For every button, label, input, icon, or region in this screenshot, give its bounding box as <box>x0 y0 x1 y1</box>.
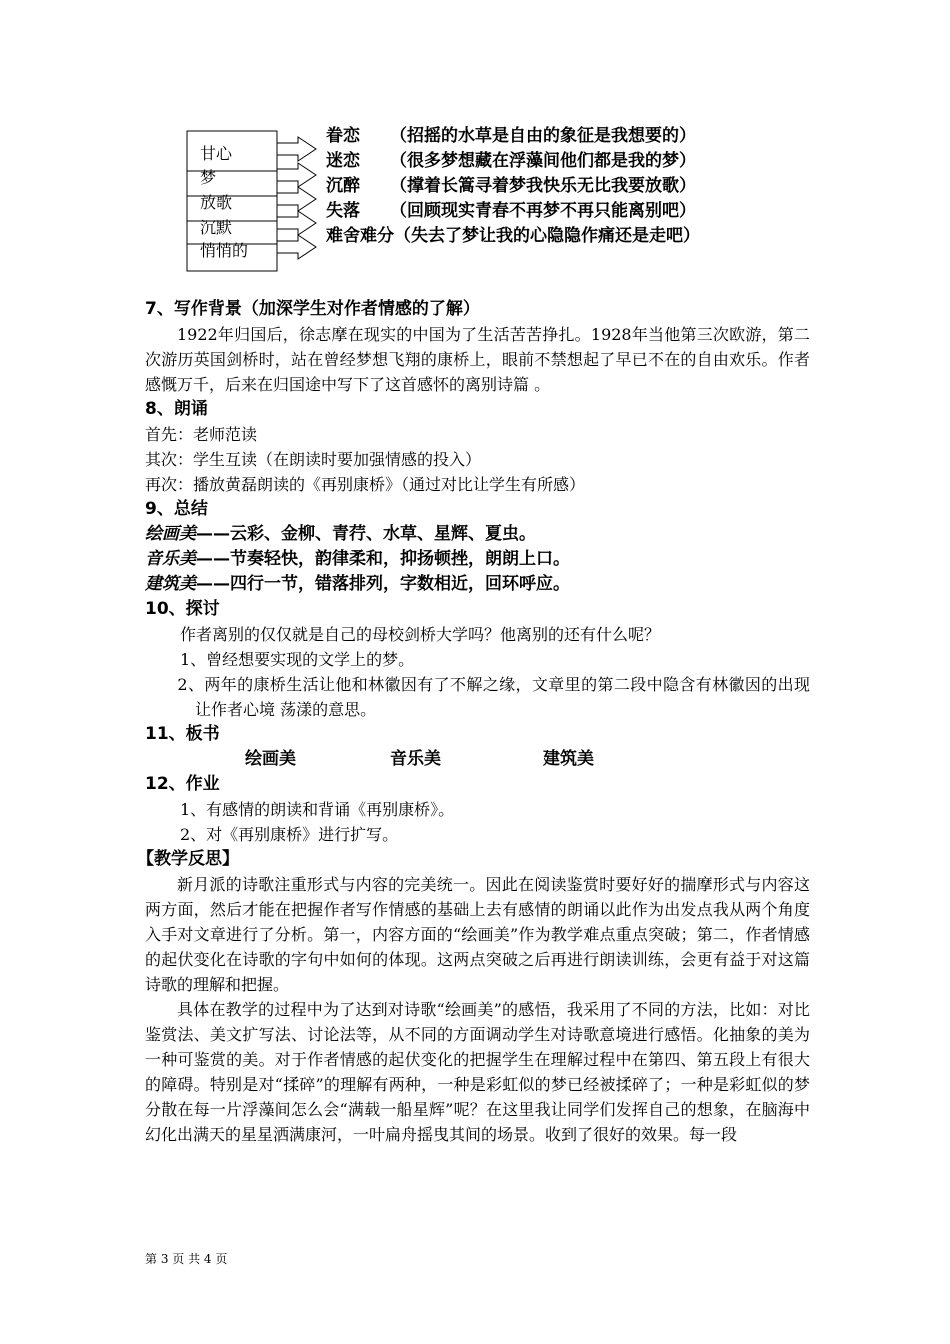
discussion-answer: 2、两年的康桥生活让他和林徽因有了不解之缘，文章里的第二段中隐含有林徽因的出现让作者心境 荡漾的意思。 <box>177 675 810 719</box>
reading-step: 其次：学生互读（在朗读时要加强情感的投入） <box>145 450 482 469</box>
reflection-paragraph: 具体在教学的过程中为了达到对诗歌“绘画美”的感悟，我采用了不同的方法，比如：对比鉴赏法、美文扩写法、讨论法等，从不同的方面调动学生对诗歌意境进行感悟。化抽象的美为一种可鉴赏的美。对于作者情感的起伏变化的把握学生在理解过程中在第四、第五段上有很大的障碍。特别是对“揉碎”的理解有两种，一种是彩虹似的梦已经被揉碎了；一种是彩虹似的梦分散在每一片浮藻间怎么会“满载一船星辉”呢？在这里我让同学们发挥自己的想象，在脑海中幻化出满天的星星洒满康河，一叶扁舟摇曳其间的场景。收到了很好的效果。每一段 <box>145 1000 810 1144</box>
diagram-label: 放歌 <box>200 193 233 212</box>
section-heading: 12、作业 <box>145 774 220 794</box>
arrow-shape <box>277 211 316 235</box>
background-paragraph: 1922年归国后，徐志摩在现实的中国为了生活苦苦挣扎。1928年当他第三次欧游，第二次游历英国剑桥时，站在曾经梦想飞翔的康桥上，眼前不禁想起了早已不在的自由欢乐。作者感慨万千，后来在归国途中写下了这首感怀的离别诗篇 。 <box>145 325 810 394</box>
diagram-label: 梦 <box>200 168 217 187</box>
main-content <box>137 297 810 1147</box>
summary-item: 建筑美——四行一节，错落排列，字数相近，回环呼应。 <box>145 574 570 594</box>
diagram-row: 迷恋 （很多梦想藏在浮藻间他们都是我的梦） <box>326 151 696 171</box>
homework-item: 2、对《再别康桥》进行扩写。 <box>180 825 399 844</box>
diagram-label: 沉默 <box>200 218 233 237</box>
reflection-paragraph: 新月派的诗歌注重形式与内容的完美统一。因此在阅读鉴赏时要好好的揣摩形式与内容这两方面，然后才能在把握作者写作情感的基础上去有感情的朗诵以此作为出发点我从两个角度入手对文章进行了分析。第一，内容方面的“绘画美”作为教学难点重点突破；第二，作者情感的起伏变化在诗歌的字句中如何的体现。这两点突破之后再进行朗读训练，会更有益于对这篇诗歌的理解和把握。 <box>145 875 810 994</box>
arrow-shape <box>277 235 316 259</box>
reading-step: 再次：播放黄磊朗读的《再别康桥》（通过对比让学生有所感） <box>145 475 586 494</box>
arrow-shape <box>277 163 316 187</box>
board-item: 音乐美 <box>390 749 441 769</box>
section-heading: 10、探讨 <box>145 599 220 619</box>
reading-step: 首先：老师范读 <box>145 425 258 444</box>
blackboard-items <box>145 747 810 772</box>
section-heading: 11、板书 <box>145 724 220 744</box>
diagram-row: 失落 （回顾现实青春不再梦不再只能离别吧） <box>326 201 696 221</box>
homework-item: 1、有感情的朗读和背诵《再别康桥》。 <box>180 800 455 819</box>
arrow-shape <box>277 137 316 161</box>
emotion-diagram <box>186 122 826 274</box>
diagram-row: 难舍难分（失去了梦让我的心隐隐作痛还是走吧） <box>326 226 700 246</box>
diagram-label: 悄悄的 <box>200 241 249 260</box>
discussion-question: 作者离别的仅仅就是自己的母校剑桥大学吗？他离别的还有什么呢？ <box>180 625 661 644</box>
section-heading: 9、总结 <box>145 499 208 519</box>
section-heading: 8、朗诵 <box>145 399 208 419</box>
section-heading: 7、写作背景（加深学生对作者情感的了解） <box>145 299 480 319</box>
board-item: 建筑美 <box>543 749 594 769</box>
arrow-shape <box>277 187 316 211</box>
page-footer: 第 3 页 共 4 页 <box>145 1252 228 1266</box>
diagram-row: 眷恋 （招摇的水草是自由的象征是我想要的） <box>326 126 696 146</box>
reflection-heading: 【教学反思】 <box>137 849 239 869</box>
discussion-answer: 1、曾经想要实现的文学上的梦。 <box>180 650 415 669</box>
board-item: 绘画美 <box>245 749 296 769</box>
summary-item: 音乐美——节奏轻快，韵律柔和，抑扬顿挫，朗朗上口。 <box>145 549 570 569</box>
diagram-row: 沉醉 （撑着长篙寻着梦我快乐无比我要放歌） <box>326 176 696 196</box>
diagram-label: 甘心 <box>200 144 233 163</box>
summary-item: 绘画美——云彩、金柳、青荇、水草、星辉、夏虫。 <box>145 524 536 544</box>
